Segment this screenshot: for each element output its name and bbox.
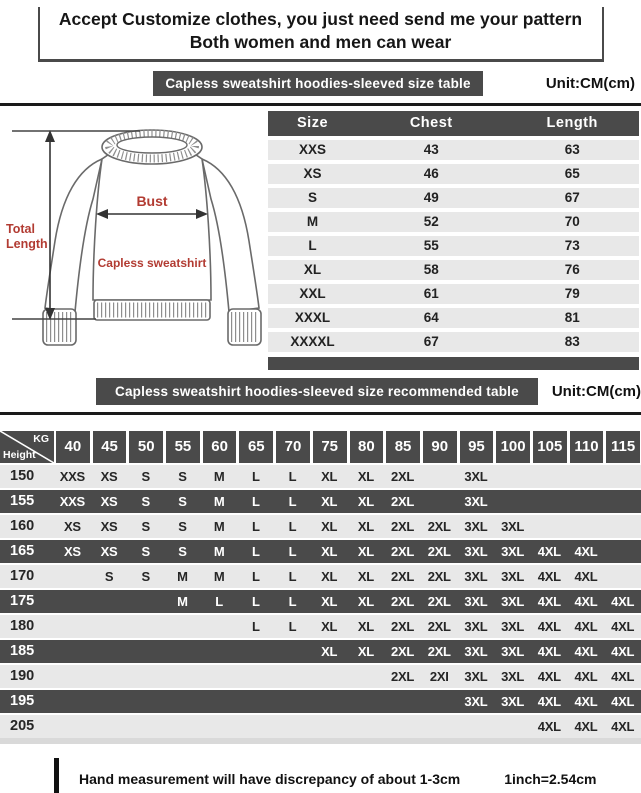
matrix-size-cell: 4XL (537, 593, 561, 609)
matrix-size-cell: 4XL (574, 568, 598, 584)
matrix-size-cell: S (141, 493, 150, 509)
matrix-size-cell: XS (63, 543, 81, 559)
matrix-size-cell: L (251, 568, 260, 584)
size-table-cell: L (268, 236, 357, 256)
size-table-cell: 79 (505, 284, 639, 304)
matrix-size-cell (201, 615, 238, 638)
matrix-weight-header: 100 (494, 431, 531, 463)
matrix-size-cell: 2XL (427, 543, 451, 559)
inch-conversion: 1inch=2.54cm (504, 770, 597, 787)
matrix-size-cell: 4XL (574, 718, 598, 734)
matrix-size-cell: L (251, 518, 260, 534)
matrix-size-cell: XL (357, 618, 374, 634)
matrix-size-cell: XL (321, 618, 338, 634)
matrix-size-cell: L (288, 468, 297, 484)
matrix-size-cell (127, 615, 164, 638)
size-table-cell: 58 (357, 260, 505, 280)
matrix-size-cell: 3XL (464, 518, 488, 534)
matrix-size-cell: XL (357, 593, 374, 609)
size-table-row (268, 164, 639, 184)
matrix-size-cell: 2XL (391, 643, 414, 659)
sweatshirt-drawing-icon (0, 111, 268, 363)
matrix-height-cell: 195 (10, 693, 35, 709)
matrix-size-cell (531, 490, 568, 513)
matrix-size-cell: 3XL (464, 493, 488, 509)
matrix-height-cell: 170 (10, 568, 35, 584)
matrix-size-cell: 4XL (574, 593, 598, 609)
section2-bar-row (0, 378, 641, 405)
matrix-size-cell: 4XL (537, 618, 561, 634)
matrix-weight-header: 50 (127, 431, 164, 463)
size-table-head-row (268, 111, 639, 136)
matrix-size-cell (494, 490, 531, 513)
matrix-size-cell: 3XL (464, 468, 488, 484)
size-table-header-cell: Chest (357, 111, 505, 136)
matrix-size-cell (604, 490, 641, 513)
matrix-size-cell: S (178, 518, 187, 534)
matrix-row (0, 565, 641, 588)
matrix-height-cell: 205 (10, 718, 35, 734)
matrix-size-cell (384, 690, 421, 713)
matrix-size-cell: M (213, 468, 225, 484)
matrix-size-cell (54, 715, 91, 738)
matrix-size-cell: 4XL (574, 543, 598, 559)
size-table-cell: 67 (505, 188, 639, 208)
matrix-row (0, 490, 641, 513)
matrix-height-cell: 180 (10, 618, 35, 634)
matrix-size-cell: 3XL (501, 668, 525, 684)
matrix-size-cell: S (178, 543, 187, 559)
size-table-row (268, 332, 639, 352)
matrix-row (0, 665, 641, 688)
matrix-corner-cell (0, 431, 54, 463)
matrix-header-row (0, 431, 641, 463)
matrix-size-cell (568, 515, 605, 538)
matrix-size-cell: S (178, 468, 187, 484)
header-line-1: Accept Customize clothes, you just need send me your pattern (58, 9, 583, 29)
matrix-size-cell (164, 690, 201, 713)
matrix-size-cell (201, 640, 238, 663)
header-banner (38, 7, 604, 62)
matrix-size-cell: XL (357, 493, 374, 509)
matrix-size-cell: 3XL (464, 643, 488, 659)
matrix-size-cell (54, 565, 91, 588)
matrix-size-cell (348, 690, 385, 713)
matrix-size-cell: S (178, 493, 187, 509)
matrix-size-cell (384, 715, 421, 738)
matrix-size-cell: S (141, 468, 150, 484)
matrix-size-cell (201, 665, 238, 688)
matrix-size-cell: 4XL (537, 568, 561, 584)
matrix-size-cell (421, 465, 458, 488)
note-box (54, 758, 636, 793)
matrix-size-cell: XL (321, 643, 338, 659)
matrix-size-cell (604, 540, 641, 563)
matrix-size-cell: XL (357, 568, 374, 584)
matrix-size-cell (604, 515, 641, 538)
matrix-size-cell: 2XL (427, 593, 451, 609)
section1-bar-row (0, 71, 641, 96)
matrix-weight-header: 90 (421, 431, 458, 463)
matrix-size-cell (164, 715, 201, 738)
matrix-weight-header: 95 (458, 431, 495, 463)
matrix-size-cell: XL (357, 643, 374, 659)
matrix-size-cell (237, 665, 274, 688)
matrix-size-cell (274, 715, 311, 738)
matrix-size-cell (458, 715, 495, 738)
size-table-cell: 43 (357, 140, 505, 160)
matrix-size-cell: 3XL (464, 568, 488, 584)
matrix-size-cell (91, 715, 128, 738)
matrix-size-cell: XL (321, 593, 338, 609)
matrix-size-cell: 3XL (464, 593, 488, 609)
matrix-size-cell (54, 590, 91, 613)
matrix-height-cell: 185 (10, 643, 35, 659)
matrix-size-cell: 2XL (391, 593, 414, 609)
matrix-size-cell: L (288, 493, 297, 509)
matrix-size-cell (164, 615, 201, 638)
matrix-size-cell (274, 690, 311, 713)
matrix-size-cell: 2XL (427, 518, 451, 534)
matrix-weight-header: 110 (568, 431, 605, 463)
matrix-weight-header: 75 (311, 431, 348, 463)
matrix-size-cell: 4XL (537, 693, 561, 709)
size-table-cell: XS (268, 164, 357, 184)
matrix-weight-header: 70 (274, 431, 311, 463)
matrix-size-cell: S (141, 568, 150, 584)
matrix-size-cell: 4XL (611, 593, 635, 609)
size-table-cell: XXS (268, 140, 357, 160)
matrix-size-cell: L (288, 543, 297, 559)
matrix-size-cell: 4XL (537, 543, 561, 559)
section2-title-bar: Capless sweatshirt hoodies-sleeved size recommended table (96, 378, 538, 405)
matrix-size-cell: L (251, 468, 260, 484)
matrix-row (0, 715, 641, 738)
header-line-2: Both women and men can wear (189, 31, 452, 52)
measurement-note: Hand measurement will have discrepancy of about 1-3cm (79, 770, 461, 787)
size-recommendation-matrix (0, 431, 641, 738)
size-table-row (268, 284, 639, 304)
matrix-size-cell: 2XL (391, 668, 414, 684)
matrix-size-cell: XL (357, 468, 374, 484)
size-table-cell: 61 (357, 284, 505, 304)
matrix-size-cell (568, 465, 605, 488)
matrix-size-cell: 3XL (501, 593, 525, 609)
matrix-size-cell (348, 665, 385, 688)
matrix-size-cell (421, 715, 458, 738)
size-table (268, 107, 639, 356)
matrix-size-cell: XS (100, 493, 118, 509)
product-label: Capless sweatshirt (97, 255, 207, 270)
size-table-row (268, 260, 639, 280)
matrix-weight-header: 45 (91, 431, 128, 463)
matrix-size-cell: 4XL (611, 693, 635, 709)
matrix-row (0, 515, 641, 538)
matrix-size-cell (494, 715, 531, 738)
matrix-size-cell: M (213, 518, 225, 534)
size-table-cell: 70 (505, 212, 639, 232)
matrix-size-cell: 4XL (537, 643, 561, 659)
total-length-label-line2: Length (6, 236, 48, 251)
size-table-row (268, 236, 639, 256)
matrix-size-cell: XS (100, 518, 118, 534)
matrix-size-cell: XL (321, 468, 338, 484)
matrix-size-cell: XL (321, 493, 338, 509)
matrix-size-cell: 4XL (611, 618, 635, 634)
matrix-size-cell (127, 690, 164, 713)
matrix-size-cell (531, 515, 568, 538)
matrix-size-cell: 4XL (611, 668, 635, 684)
sweatshirt-diagram (0, 111, 268, 363)
matrix-height-cell: 175 (10, 593, 35, 609)
matrix-size-cell (311, 715, 348, 738)
size-table-body (268, 140, 639, 352)
size-table-cell: 83 (505, 332, 639, 352)
size-table-cell: S (268, 188, 357, 208)
matrix-size-cell: 3XL (501, 543, 525, 559)
matrix-size-cell (164, 640, 201, 663)
matrix-size-cell (201, 690, 238, 713)
size-table-cell: 52 (357, 212, 505, 232)
matrix-row (0, 465, 641, 488)
matrix-size-cell: 2XL (391, 568, 414, 584)
section2-unit-label: Unit:CM(cm) (551, 382, 641, 400)
matrix-size-cell (54, 640, 91, 663)
section1-title-bar: Capless sweatshirt hoodies-sleeved size table (153, 71, 483, 96)
matrix-height-cell: 155 (10, 493, 35, 509)
matrix-size-cell: 4XL (574, 618, 598, 634)
matrix-size-cell: 2XI (429, 668, 449, 684)
matrix-size-cell: XS (100, 468, 118, 484)
matrix-size-cell: 2XL (391, 543, 414, 559)
main-section (0, 111, 641, 365)
total-length-label-line1: Total (6, 221, 35, 236)
matrix-size-cell: XL (321, 543, 338, 559)
matrix-size-cell (54, 615, 91, 638)
size-table-header-cell: Size (268, 111, 357, 136)
size-table-cell: 73 (505, 236, 639, 256)
matrix-size-cell: L (215, 593, 223, 609)
matrix-size-cell: XS (100, 543, 118, 559)
matrix-size-cell: 2XL (427, 568, 451, 584)
matrix-size-cell: 3XL (501, 693, 525, 709)
matrix-row (0, 690, 641, 713)
matrix-size-cell (274, 640, 311, 663)
size-table-cell: 81 (505, 308, 639, 328)
size-table-bottom-bar (268, 357, 639, 370)
matrix-size-cell: M (213, 568, 225, 584)
matrix-size-cell (237, 715, 274, 738)
matrix-size-cell (421, 690, 458, 713)
size-table-cell: 76 (505, 260, 639, 280)
matrix-size-cell: XL (321, 568, 338, 584)
matrix-size-cell: XL (357, 543, 374, 559)
matrix-size-cell (127, 590, 164, 613)
matrix-size-cell: M (213, 493, 225, 509)
matrix-size-cell: L (288, 518, 297, 534)
matrix-size-cell (311, 690, 348, 713)
matrix-size-cell: XL (357, 518, 374, 534)
matrix-size-cell: 3XL (501, 618, 525, 634)
kg-axis-label: KG (33, 432, 49, 445)
matrix-weight-header: 40 (54, 431, 91, 463)
size-table-cell: 63 (505, 140, 639, 160)
matrix-size-cell: M (213, 543, 225, 559)
size-table-wrap (268, 111, 641, 365)
bust-label: Bust (136, 192, 168, 209)
matrix-bottom-strip (0, 738, 641, 744)
matrix-size-cell: 4XL (537, 668, 561, 684)
matrix-height-cell: 150 (10, 468, 35, 484)
matrix-size-cell (127, 665, 164, 688)
matrix-row (0, 615, 641, 638)
matrix-size-cell: 3XL (464, 668, 488, 684)
matrix-size-cell: XXS (59, 468, 85, 484)
matrix-size-cell: 4XL (574, 693, 598, 709)
matrix-size-cell: 4XL (611, 643, 635, 659)
matrix-size-cell: XXS (59, 493, 85, 509)
divider-2 (0, 412, 641, 415)
size-table-cell: 64 (357, 308, 505, 328)
matrix-weight-header: 85 (384, 431, 421, 463)
matrix-weight-header: 105 (531, 431, 568, 463)
matrix-size-cell (164, 665, 201, 688)
matrix-height-cell: 190 (10, 668, 35, 684)
size-table-row (268, 140, 639, 160)
matrix-size-cell (237, 640, 274, 663)
matrix-size-cell: XL (321, 518, 338, 534)
matrix-size-cell: 4XL (574, 643, 598, 659)
matrix-size-cell: 2XL (391, 618, 414, 634)
matrix-size-cell: L (288, 618, 297, 634)
matrix-size-cell: L (288, 568, 297, 584)
size-table-cell: 55 (357, 236, 505, 256)
size-table-cell: XXXXL (268, 332, 357, 352)
matrix-row (0, 540, 641, 563)
matrix-size-cell: 3XL (464, 543, 488, 559)
size-table-row (268, 308, 639, 328)
matrix-height-cell: 165 (10, 543, 35, 559)
matrix-size-cell (201, 715, 238, 738)
matrix-size-cell: 4XL (537, 718, 561, 734)
matrix-size-cell: L (288, 593, 297, 609)
matrix-size-cell: 2XL (391, 518, 414, 534)
matrix-size-cell: 4XL (574, 668, 598, 684)
height-axis-label: Height (3, 448, 36, 461)
matrix-size-cell (604, 565, 641, 588)
matrix-size-cell (604, 465, 641, 488)
matrix-size-cell (127, 640, 164, 663)
matrix-size-cell (494, 465, 531, 488)
size-table-cell: 67 (357, 332, 505, 352)
matrix-row (0, 590, 641, 613)
matrix-size-cell: 3XL (464, 618, 488, 634)
matrix-size-cell: 3XL (464, 693, 488, 709)
size-table-cell: 65 (505, 164, 639, 184)
matrix-size-cell (91, 690, 128, 713)
matrix-weight-header: 60 (201, 431, 238, 463)
section1-unit-label: Unit:CM(cm) (545, 74, 635, 92)
matrix-size-cell (421, 490, 458, 513)
size-table-row (268, 212, 639, 232)
matrix-size-cell: 3XL (501, 518, 525, 534)
matrix-size-cell: L (251, 593, 260, 609)
matrix-size-cell: L (251, 493, 260, 509)
matrix-size-cell (311, 665, 348, 688)
size-table-cell: 49 (357, 188, 505, 208)
matrix-row (0, 640, 641, 663)
size-table-header-cell: Length (505, 111, 639, 136)
matrix-size-cell: L (251, 618, 260, 634)
matrix-size-cell: 2XL (391, 468, 414, 484)
matrix-weight-header: 80 (348, 431, 385, 463)
matrix-size-cell (91, 640, 128, 663)
matrix-size-cell: M (177, 568, 188, 584)
matrix-size-cell: 4XL (611, 718, 635, 734)
matrix-size-cell: 2XL (391, 493, 414, 509)
matrix-size-cell (348, 715, 385, 738)
matrix-height-cell: 160 (10, 518, 35, 534)
matrix-size-cell (91, 590, 128, 613)
matrix-size-cell (237, 690, 274, 713)
matrix-size-cell (54, 690, 91, 713)
matrix-size-cell: 3XL (501, 643, 525, 659)
divider-1 (0, 103, 641, 106)
size-table-cell: XXL (268, 284, 357, 304)
matrix-size-cell (274, 665, 311, 688)
size-table-row (268, 188, 639, 208)
matrix-size-cell (127, 715, 164, 738)
matrix-size-cell (568, 490, 605, 513)
size-table-cell: M (268, 212, 357, 232)
matrix-size-cell: 2XL (427, 618, 451, 634)
size-table-cell: XXXL (268, 308, 357, 328)
matrix-body (0, 465, 641, 738)
matrix-size-cell: 3XL (501, 568, 525, 584)
matrix-size-cell: L (251, 543, 260, 559)
matrix-weight-header: 55 (164, 431, 201, 463)
matrix-weight-header: 65 (237, 431, 274, 463)
matrix-size-cell (531, 465, 568, 488)
matrix-size-cell (54, 665, 91, 688)
matrix-size-cell (91, 615, 128, 638)
matrix-size-cell (91, 665, 128, 688)
matrix-size-cell: XS (63, 518, 81, 534)
matrix-size-cell: 2XL (427, 643, 451, 659)
matrix-size-cell: S (141, 543, 150, 559)
matrix-weight-header: 115 (604, 431, 641, 463)
matrix-size-cell: S (141, 518, 150, 534)
size-table-cell: XL (268, 260, 357, 280)
matrix-size-cell: M (177, 593, 188, 609)
size-table-cell: 46 (357, 164, 505, 184)
matrix-size-cell: S (104, 568, 114, 584)
